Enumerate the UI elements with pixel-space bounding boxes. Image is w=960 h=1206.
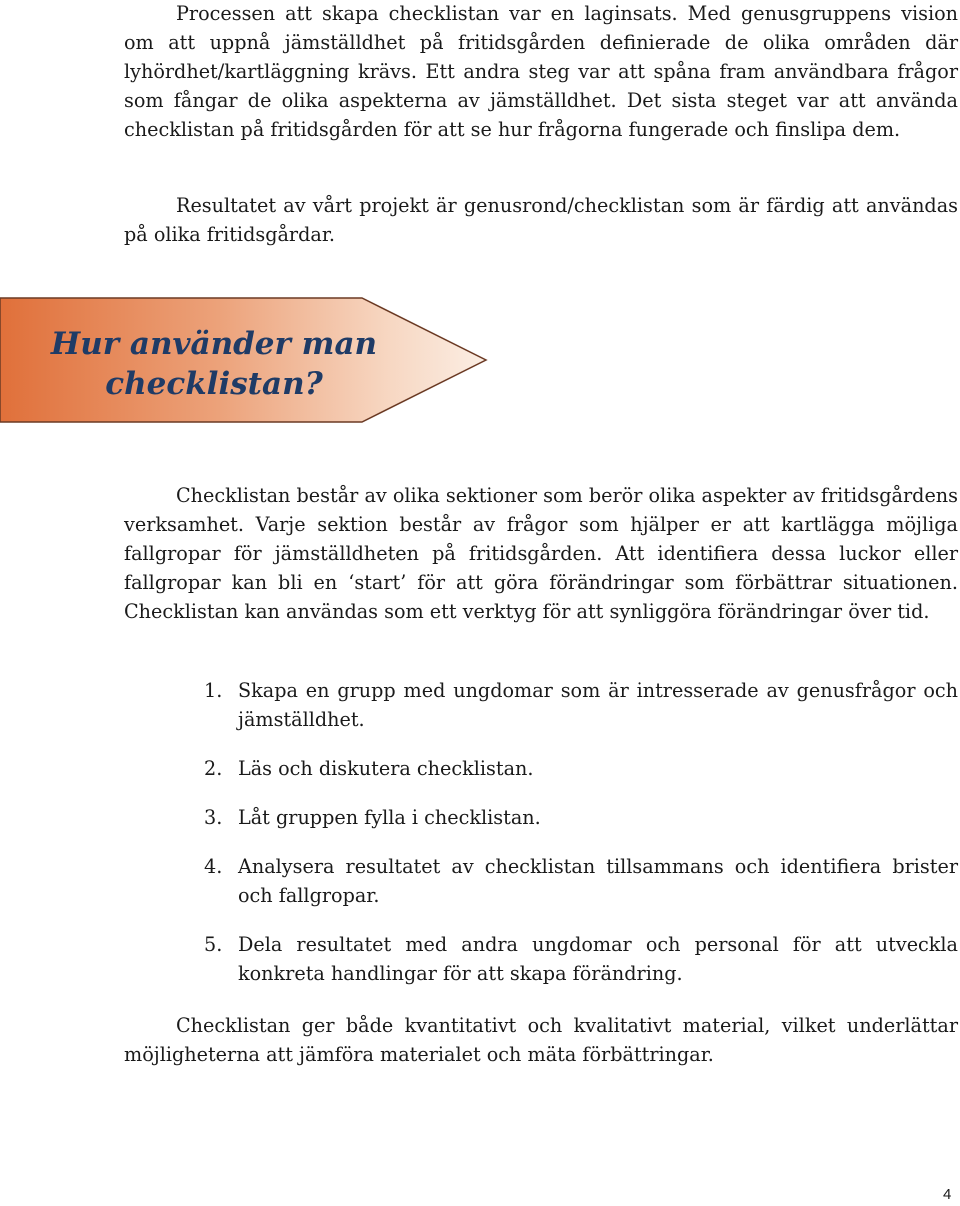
list-item-text: Dela resultatet med andra ungdomar och personal för att utveckla konkreta handlingar för att skapa förändring. — [238, 933, 958, 985]
steps-list — [124, 676, 958, 1008]
list-item-number: 4. — [204, 855, 223, 878]
description-paragraph: Checklistan består av olika sektioner som berör olika aspekter av fritidsgårdens verksamhet. Varje sektion består av frågor som hjälper er att kartlägga möjliga fallgropar för jämställdheten på fritidsgården. Att identifiera dessa luckor eller fallgropar kan bli en ‘start’ för att göra förändringar som förbättrar situationen. Checklistan kan användas som ett verktyg för att synliggöra förändringar över tid. — [124, 484, 958, 623]
section-heading-line-2: checklistan? — [105, 366, 323, 402]
intro-paragraph: Processen att skapa checklistan var en laginsats. Med genusgruppens vision om att uppnå jämställdhet på fritidsgården definierade de olika områden där lyhördhet/kartläggning krävs. Ett andra steg var att spåna fram användbara frågor som fångar de olika aspekterna av jämställdhet. Det sista steget var att använda checklistan på fritidsgården för att se hur frågorna fungerade och finslipa dem. — [124, 2, 958, 141]
closing-paragraph: Checklistan ger både kvantitativt och kvalitativt material, vilket underlättar möjligheterna att jämföra materialet och mäta förbättringar. — [124, 1014, 958, 1066]
list-item-number: 1. — [204, 679, 223, 702]
section-heading — [0, 324, 428, 404]
list-item-number: 5. — [204, 933, 223, 956]
list-item — [124, 930, 958, 988]
result-paragraph: Resultatet av vårt projekt är genusrond/checklistan som är färdig att användas på olika fritidsgårdar. — [124, 194, 958, 246]
page-number: 4 — [943, 1186, 952, 1203]
list-item — [124, 676, 958, 734]
list-item-number: 2. — [204, 757, 223, 780]
list-item-text: Läs och diskutera checklistan. — [238, 757, 534, 780]
list-item-number: 3. — [204, 806, 223, 829]
list-item — [124, 803, 958, 832]
section-heading-line-1: Hur använder man — [50, 326, 378, 362]
list-item — [124, 852, 958, 910]
list-item-text: Analysera resultatet av checklistan tillsammans och identifiera brister och fallgropar. — [238, 855, 958, 907]
list-item-text: Skapa en grupp med ungdomar som är intresserade av genusfrågor och jämställdhet. — [238, 679, 958, 731]
list-item-text: Låt gruppen fylla i checklistan. — [238, 806, 541, 829]
list-item — [124, 754, 958, 783]
section-heading-banner — [0, 296, 490, 424]
